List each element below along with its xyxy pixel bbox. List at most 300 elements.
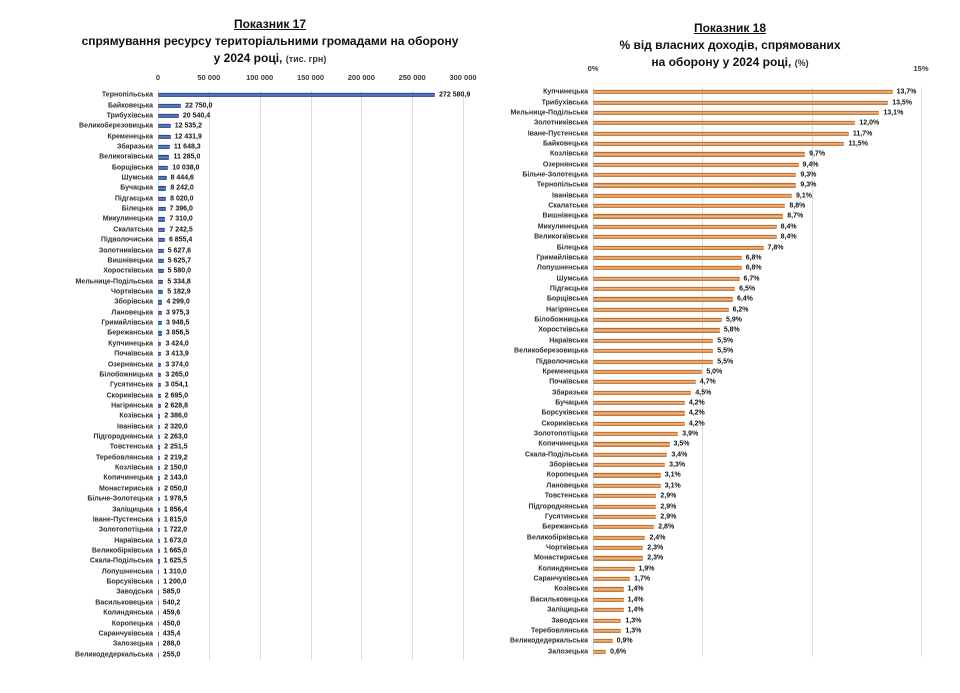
- category-label: Тернопільська: [536, 181, 588, 189]
- bar-row: [116, 142, 463, 152]
- category-label: Лановецька: [111, 309, 153, 317]
- x-axis-tick-label: 0%: [587, 64, 599, 73]
- value-label: 4,5%: [695, 389, 712, 397]
- category-label: Озернянська: [107, 361, 153, 369]
- category-label: Підгаєцька: [549, 285, 588, 293]
- category-label: Микулинецька: [537, 223, 588, 231]
- bar: [593, 235, 777, 239]
- bar-row: [550, 149, 921, 159]
- category-label: Трибухівська: [541, 99, 588, 107]
- bar-row: [114, 349, 463, 359]
- bar-row: [121, 173, 463, 183]
- bar-row: [549, 284, 921, 294]
- bar: [158, 642, 159, 646]
- value-label: 5 627,6: [167, 247, 192, 255]
- category-label: Кременецька: [542, 368, 588, 376]
- bar: [158, 331, 162, 335]
- bar: [593, 546, 643, 550]
- bar-row: [112, 639, 463, 649]
- bar-row: [93, 432, 463, 442]
- category-label: Васильковецька: [530, 596, 588, 604]
- category-label: Почаївська: [549, 378, 588, 386]
- value-label: 3 265,0: [165, 371, 189, 379]
- bar-row: [510, 636, 921, 646]
- bar-row: [92, 515, 463, 525]
- bar: [593, 556, 643, 560]
- value-label: 1 665,0: [163, 547, 188, 555]
- bar: [158, 197, 166, 201]
- bar: [593, 391, 691, 395]
- chart1-title-line2: [60, 50, 480, 68]
- bar-row: [111, 308, 463, 318]
- category-label: Великоберезовицька: [79, 122, 153, 130]
- bar-row: [542, 160, 921, 170]
- value-label: 8,7%: [787, 212, 804, 220]
- bar: [158, 445, 160, 449]
- bar: [593, 453, 667, 457]
- category-label: Великогаївська: [99, 153, 153, 161]
- category-label: Козівська: [119, 412, 153, 420]
- category-label: Хоростківська: [103, 267, 153, 275]
- value-label: 1,4%: [627, 606, 644, 614]
- bar: [593, 587, 624, 591]
- value-label: 1,4%: [627, 596, 644, 604]
- category-label: Заводська: [551, 617, 588, 624]
- value-label: 450,0: [162, 620, 181, 627]
- category-label: Підволочиська: [535, 358, 588, 366]
- bar-row: [541, 408, 921, 418]
- category-label: Коропецька: [111, 620, 153, 627]
- value-label: 5,9%: [726, 316, 742, 324]
- category-label: Залозецька: [547, 648, 588, 656]
- bar-row: [533, 429, 921, 439]
- bar: [593, 504, 656, 508]
- category-label: Колиндянська: [103, 609, 153, 617]
- category-label: Чортківська: [546, 544, 588, 552]
- chart2-header: Показник 18: [693, 21, 767, 35]
- bar-row: [113, 225, 463, 235]
- bar-row: [114, 194, 463, 204]
- value-label: 7 310,0: [169, 215, 193, 223]
- bar-row: [538, 439, 921, 449]
- bar: [158, 487, 160, 491]
- category-label: Тернопільська: [101, 91, 153, 99]
- value-label: 11 648,3: [173, 143, 201, 151]
- category-label: Більче-Золотецька: [87, 495, 153, 503]
- bar: [593, 536, 645, 540]
- category-label: Скалатська: [548, 202, 588, 210]
- bar-row: [541, 419, 921, 429]
- bar-row: [549, 460, 921, 470]
- bar: [593, 463, 665, 467]
- bar-row: [551, 615, 921, 625]
- value-label: 1 310,0: [163, 568, 187, 576]
- value-label: 3 054,1: [165, 381, 189, 389]
- bar: [593, 100, 888, 104]
- bar-row: [546, 470, 921, 480]
- bar-row: [541, 97, 921, 107]
- category-label: Бучацька: [555, 399, 588, 407]
- bar-row: [526, 532, 921, 542]
- bar-row: [120, 183, 463, 193]
- value-label: 2 695,0: [164, 392, 189, 400]
- bar-row: [98, 484, 463, 494]
- value-label: 5 182,9: [167, 288, 191, 296]
- category-label: Копичинецька: [538, 440, 588, 448]
- bar: [593, 432, 678, 436]
- bar-row: [111, 401, 463, 411]
- category-label: Великобірківська: [526, 534, 588, 542]
- value-label: 1 815,0: [163, 516, 188, 524]
- bar: [593, 256, 742, 260]
- chart-indicator-18: [480, 0, 960, 693]
- bar-row: [103, 266, 463, 276]
- value-label: 3 413,9: [165, 350, 189, 358]
- bar: [593, 328, 720, 332]
- bar-row: [536, 263, 921, 273]
- bar: [158, 176, 167, 180]
- value-label: 6,2%: [732, 306, 749, 314]
- bar: [158, 425, 160, 429]
- bar-row: [98, 525, 463, 535]
- value-label: 0,9%: [616, 637, 633, 645]
- category-label: Білобожницька: [99, 371, 153, 379]
- value-label: 2 219,2: [164, 454, 188, 462]
- category-label: Теребовлянська: [530, 627, 588, 635]
- bar: [593, 90, 893, 94]
- bar-row: [111, 618, 463, 628]
- category-label: Монастириська: [98, 485, 153, 493]
- chart1-unit-note: (тис. грн): [285, 54, 327, 64]
- bar-row: [556, 242, 921, 252]
- category-label: Білобожницька: [534, 316, 588, 324]
- bar-row: [547, 605, 921, 615]
- value-label: 7 242,5: [169, 226, 193, 234]
- category-label: Скалатська: [113, 226, 153, 234]
- value-label: 2 143,0: [164, 474, 188, 482]
- bar: [158, 248, 164, 252]
- bar: [593, 339, 713, 343]
- value-label: 4 299,0: [166, 298, 190, 306]
- value-label: 4,7%: [699, 378, 716, 386]
- value-label: 6,8%: [745, 264, 762, 272]
- x-axis-tick-label: 50 000: [197, 73, 221, 82]
- value-label: 5,8%: [723, 326, 740, 334]
- value-label: 13,1%: [883, 109, 904, 117]
- bar: [593, 629, 621, 633]
- value-label: 2,9%: [660, 513, 677, 521]
- bar-row: [99, 370, 463, 380]
- category-label: Збаразька: [551, 389, 588, 397]
- bar-row: [542, 139, 921, 149]
- bar: [158, 155, 169, 159]
- category-label: Бучацька: [120, 184, 153, 192]
- bar: [158, 373, 161, 377]
- bar: [593, 245, 764, 249]
- category-label: Борщівська: [111, 164, 153, 172]
- bar-row: [106, 390, 463, 400]
- value-label: 1,3%: [625, 617, 642, 624]
- value-label: 8 020,0: [170, 195, 194, 203]
- bar: [158, 497, 160, 501]
- category-label: Великогаївська: [534, 233, 588, 241]
- value-label: 1 200,0: [163, 578, 187, 586]
- category-label: Гримайлівська: [536, 254, 588, 262]
- bar: [158, 559, 160, 563]
- category-label: Нагірянська: [111, 402, 153, 410]
- x-axis-tick-label: 150 000: [296, 73, 325, 82]
- value-label: 4,2%: [688, 420, 705, 428]
- chart1-x-axis: [155, 73, 477, 85]
- category-label: Лановецька: [546, 482, 588, 490]
- bar-row: [95, 453, 463, 463]
- bar: [593, 266, 742, 270]
- bar-row: [121, 204, 463, 214]
- value-label: 5,5%: [717, 347, 734, 355]
- bar-row: [527, 128, 921, 138]
- bar: [593, 287, 735, 291]
- value-label: 1,7%: [634, 575, 651, 583]
- category-label: Байковецька: [107, 102, 153, 110]
- bar: [158, 217, 165, 221]
- bar: [158, 238, 165, 242]
- value-label: 459,6: [162, 609, 181, 617]
- category-label: Гримайлівська: [101, 319, 153, 327]
- category-label: Скориківська: [541, 420, 588, 428]
- bar: [158, 93, 435, 97]
- bar: [593, 204, 785, 208]
- category-label: Саранчуківська: [533, 575, 588, 583]
- value-label: 5 580,0: [167, 267, 192, 275]
- value-label: 2,9%: [660, 492, 677, 500]
- category-label: Коропецька: [546, 471, 588, 479]
- chart1-title-line2-text: у 2024 році,: [213, 51, 283, 65]
- chart2-rows: [510, 87, 921, 657]
- bar-row: [533, 118, 921, 128]
- bar: [593, 214, 783, 218]
- category-label: Борщівська: [546, 295, 588, 303]
- category-label: Гусятинська: [545, 513, 588, 521]
- bar: [158, 114, 179, 118]
- bar: [158, 652, 159, 656]
- bar-row: [536, 253, 921, 263]
- category-label: Озернянська: [542, 161, 588, 169]
- bar-row: [110, 380, 463, 390]
- bar-row: [542, 367, 921, 377]
- category-label: Почаївська: [114, 350, 153, 358]
- bar-row: [528, 501, 921, 511]
- bar: [158, 570, 159, 574]
- bar-row: [546, 543, 921, 553]
- category-label: Залозецька: [112, 640, 153, 648]
- category-label: Великоберезовицька: [514, 347, 588, 355]
- category-label: Білецька: [556, 244, 588, 252]
- bar: [593, 121, 855, 125]
- bar: [593, 142, 844, 146]
- value-label: 3 856,5: [165, 329, 190, 337]
- bar-row: [89, 556, 463, 566]
- bar-row: [101, 318, 463, 328]
- value-label: 11 285,0: [173, 153, 201, 161]
- category-label: Золотопотіцька: [533, 430, 588, 438]
- value-label: 3,5%: [673, 440, 690, 448]
- value-label: 8 242,0: [170, 184, 194, 192]
- bar-row: [107, 256, 463, 266]
- bar: [158, 621, 159, 625]
- bar: [593, 618, 621, 622]
- value-label: 6,5%: [739, 285, 756, 293]
- value-label: 1 673,0: [163, 537, 188, 545]
- bar-row: [109, 442, 463, 452]
- value-label: 9,3%: [800, 171, 817, 179]
- bar: [593, 577, 630, 581]
- category-label: Лопушненська: [536, 264, 588, 272]
- bar-row: [530, 595, 921, 605]
- value-label: 5 625,7: [167, 257, 192, 265]
- category-label: Зборівська: [549, 461, 588, 469]
- bar: [158, 518, 160, 522]
- bar: [593, 484, 661, 488]
- category-label: Білецька: [121, 205, 153, 213]
- value-label: 1,4%: [627, 585, 644, 593]
- category-label: Золотниківська: [98, 247, 153, 255]
- bar: [593, 225, 777, 229]
- bar: [593, 132, 849, 136]
- bar: [593, 639, 613, 643]
- bar-row: [106, 577, 463, 587]
- category-label: Скала-Подільська: [524, 451, 588, 459]
- bar-row: [547, 646, 921, 656]
- bar-row: [119, 411, 463, 421]
- bar-row: [87, 494, 463, 504]
- value-label: 3,1%: [664, 482, 681, 490]
- bar-row: [514, 346, 921, 356]
- bar: [593, 152, 805, 156]
- category-label: Іване-Пустенська: [527, 130, 588, 138]
- value-label: 4,2%: [688, 399, 705, 407]
- bar-row: [510, 108, 921, 118]
- category-label: Мельнице-Подільська: [75, 278, 153, 286]
- chart2-title-line2-text: на оборону у 2024 році,: [651, 55, 792, 69]
- value-label: 12 535,2: [174, 122, 202, 130]
- value-label: 3,3%: [669, 461, 686, 469]
- bar-row: [102, 214, 463, 224]
- bar: [593, 380, 696, 384]
- bar: [158, 166, 168, 170]
- bar: [593, 473, 661, 477]
- category-label: Великодедеркальська: [510, 637, 588, 645]
- bar-row: [103, 608, 463, 618]
- bar: [158, 507, 160, 511]
- bar-row: [542, 211, 921, 221]
- bar: [158, 145, 170, 149]
- category-label: Мельнице-Подільська: [510, 109, 588, 117]
- value-label: 2 263,0: [164, 433, 188, 441]
- bar-row: [524, 450, 921, 460]
- value-label: 2,9%: [660, 503, 677, 511]
- bar: [593, 567, 635, 571]
- value-label: 435,4: [162, 630, 181, 638]
- bar-row: [79, 121, 463, 131]
- category-label: Хоростківська: [538, 326, 588, 334]
- bar: [158, 435, 160, 439]
- category-label: Борсуківська: [106, 578, 153, 586]
- category-label: Вишнівецька: [107, 257, 153, 265]
- value-label: 13,7%: [896, 88, 917, 96]
- bar: [158, 590, 159, 594]
- bar-row: [95, 598, 463, 608]
- bar: [158, 290, 163, 294]
- value-label: 1,3%: [625, 627, 642, 635]
- chart2-x-axis: [587, 64, 929, 76]
- category-label: Підгороднянська: [528, 503, 588, 511]
- category-label: Шумська: [121, 174, 153, 182]
- bar-row: [111, 163, 463, 173]
- bar-row: [542, 522, 921, 532]
- value-label: 1 722,0: [163, 526, 188, 534]
- value-label: 2 386,0: [164, 412, 188, 420]
- bar-row: [530, 626, 921, 636]
- bar: [158, 549, 160, 553]
- value-label: 2,3%: [647, 554, 664, 562]
- bar-row: [111, 287, 463, 297]
- bar-row: [116, 587, 463, 597]
- category-label: Гусятинська: [110, 381, 153, 389]
- bar: [158, 342, 161, 346]
- bar: [158, 259, 164, 263]
- bar: [158, 466, 160, 470]
- value-label: 22 750,0: [185, 102, 213, 110]
- bar: [158, 601, 159, 605]
- bar-row: [101, 90, 471, 100]
- value-label: 2,4%: [649, 534, 666, 542]
- category-label: Нагірянська: [546, 306, 588, 314]
- bar-row: [534, 232, 921, 242]
- bar: [158, 476, 160, 480]
- value-label: 4,2%: [688, 409, 705, 417]
- value-label: 585,0: [162, 588, 181, 596]
- bar-row: [75, 649, 463, 659]
- bar: [158, 580, 159, 584]
- category-label: Бережанська: [542, 523, 588, 531]
- value-label: 255,0: [162, 651, 181, 659]
- bar: [158, 311, 162, 315]
- category-label: Великобірківська: [91, 547, 153, 555]
- category-label: Шумська: [556, 275, 588, 283]
- category-label: Золотопотіцька: [98, 526, 153, 534]
- bar: [158, 186, 166, 190]
- value-label: 8,4%: [780, 223, 797, 231]
- bar-row: [533, 553, 921, 563]
- bar: [593, 173, 796, 177]
- bar-row: [533, 574, 921, 584]
- bar-row: [98, 245, 463, 255]
- category-label: Іване-Пустенська: [92, 516, 153, 524]
- bar-row: [107, 359, 463, 369]
- bar: [593, 308, 729, 312]
- bar-row: [114, 297, 463, 307]
- value-label: 1 856,4: [163, 506, 188, 514]
- value-label: 288,0: [162, 640, 181, 648]
- bar-row: [551, 387, 921, 397]
- category-label: Золотниківська: [533, 119, 588, 127]
- x-axis-tick-label: 100 000: [246, 73, 274, 82]
- category-label: Бережанська: [107, 329, 153, 337]
- bar: [158, 103, 181, 107]
- bar: [593, 401, 685, 405]
- bar: [158, 269, 164, 273]
- category-label: Іванівська: [552, 192, 588, 200]
